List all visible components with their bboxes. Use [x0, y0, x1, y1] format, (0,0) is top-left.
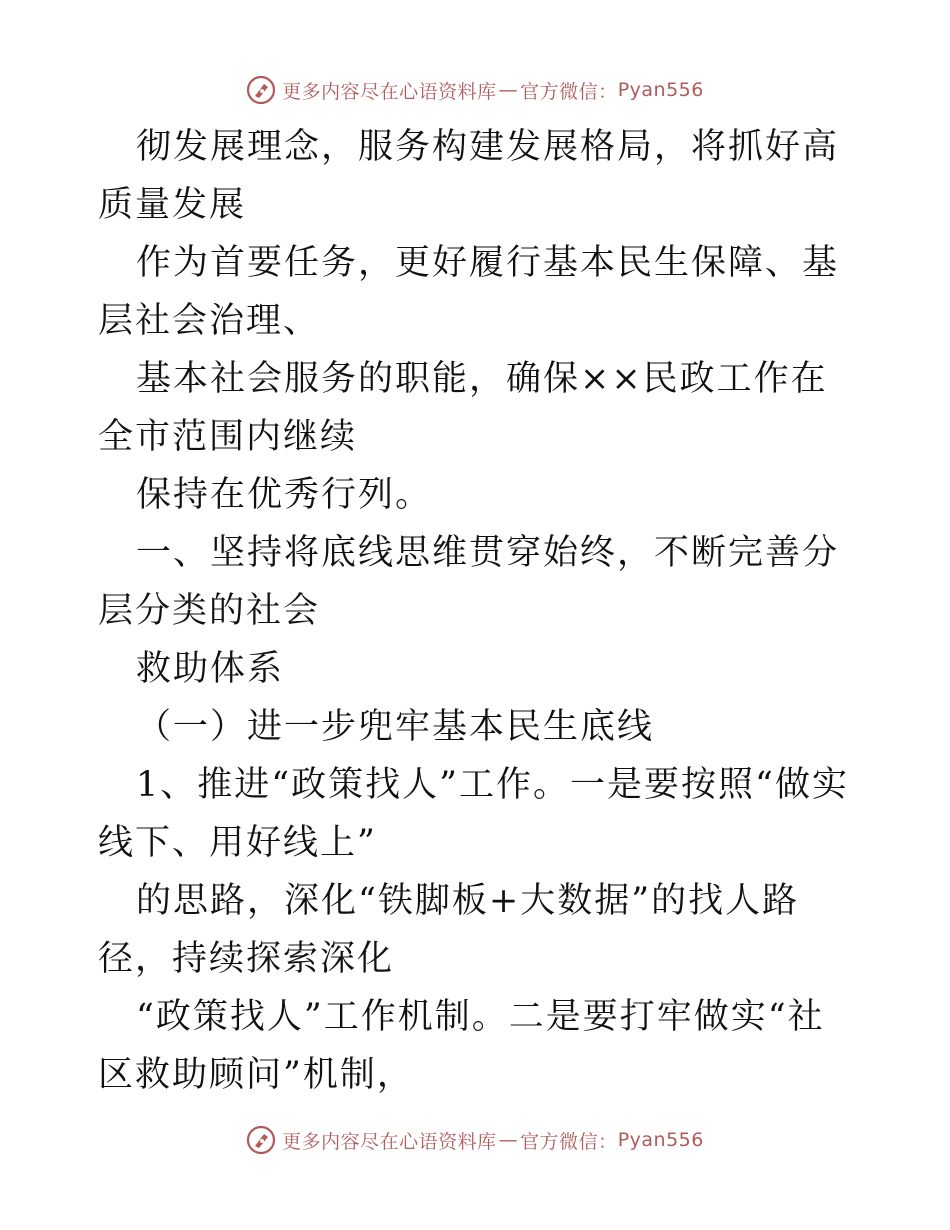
- paragraph: “政策找人”工作机制。二是要打牢做实“社区救助顾问”机制，: [98, 997, 825, 1095]
- watermark-wechat-label: 官方微信：: [520, 1130, 618, 1153]
- paragraph: 彻发展理念，服务构建发展格局，将抓好高质量发展: [98, 127, 840, 225]
- paragraph: 的思路，深化“铁脚板+大数据”的找人路径，持续探索深化: [98, 881, 800, 979]
- section-heading-continued: 救助体系: [136, 649, 285, 689]
- watermark-separator: —: [498, 79, 519, 101]
- paragraph: 保持在优秀行列。: [136, 475, 433, 515]
- section-heading: 一、坚持将底线思维贯穿始终，不断完善分层分类的社会: [98, 533, 840, 631]
- pen-nib-circle-icon: [246, 75, 276, 105]
- paragraph: 作为首要任务，更好履行基本民生保障、基层社会治理、: [98, 243, 840, 341]
- watermark-separator: —: [498, 1129, 519, 1151]
- paragraph: 基本社会服务的职能，确保××民政工作在全市范围内继续: [98, 359, 828, 457]
- document-body: [98, 118, 858, 1104]
- watermark-wechat-label: 官方微信：: [520, 80, 618, 103]
- pen-nib-circle-icon: [246, 1125, 276, 1155]
- paragraph: 1、推进“政策找人”工作。一是要按照“做实线下、用好线上”: [98, 765, 849, 863]
- footer-watermark: [0, 1120, 950, 1160]
- watermark-wechat-id: Pyan556: [617, 1129, 704, 1151]
- watermark-main-text: 更多内容尽在心语资料库: [282, 80, 497, 103]
- watermark-wechat-id: Pyan556: [617, 79, 704, 101]
- header-watermark: [0, 70, 950, 110]
- subsection-heading: （一）进一步兜牢基本民生底线: [136, 707, 655, 747]
- watermark-main-text: 更多内容尽在心语资料库: [282, 1130, 497, 1153]
